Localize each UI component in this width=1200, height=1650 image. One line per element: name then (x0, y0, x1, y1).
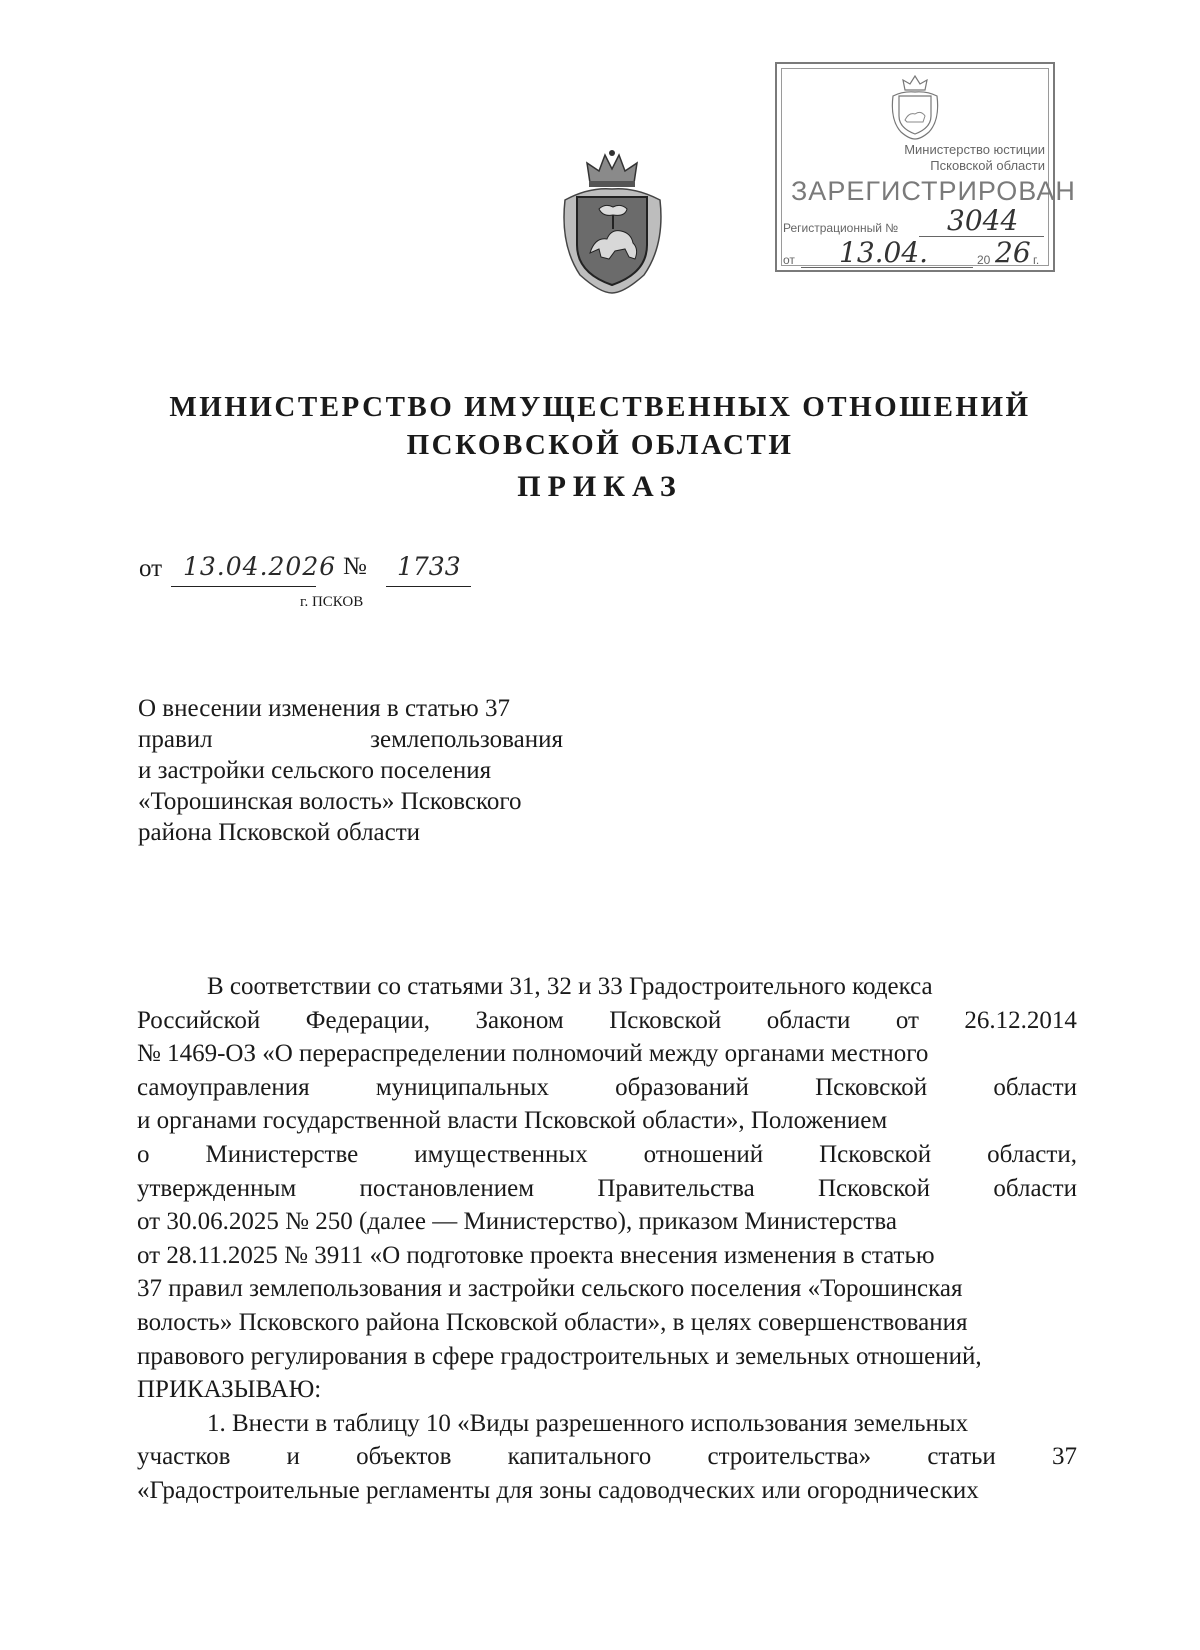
stamp-date: 13.04. (839, 236, 929, 269)
body-word: о (137, 1140, 150, 1168)
coat-of-arms-icon (555, 145, 670, 295)
body-word: Российской (137, 1006, 261, 1034)
order-date-label: от (139, 555, 163, 582)
body-word: капитального (507, 1443, 652, 1471)
body-word: Правительства (597, 1174, 755, 1202)
body-word: области (766, 1006, 851, 1034)
body-word: 37 (1051, 1443, 1077, 1471)
body-word: самоуправления (137, 1073, 310, 1101)
body-word: Псковской (609, 1006, 722, 1034)
body-word: объектов (356, 1443, 452, 1471)
subject-word: правил (138, 726, 213, 753)
body-line: 37 правил землепользования и застройки сельского поселения «Торошинская (137, 1275, 963, 1303)
subject-line (138, 724, 563, 755)
body-word: области, (987, 1140, 1077, 1168)
body-word: Псковской (819, 1140, 932, 1168)
order-number-label: № (343, 553, 367, 580)
stamp-year-suffix: г. (1033, 253, 1040, 267)
stamp-emblem-icon (887, 74, 943, 140)
body-word: утвержденным (137, 1174, 297, 1202)
body-word: области (993, 1073, 1077, 1101)
body-word: имущественных (414, 1140, 588, 1168)
body-line: от 28.11.2025 № 3911 «О подготовке проекта внесения изменения в статью (137, 1241, 935, 1269)
body-line: «Градостроительные регламенты для зоны садоводческих или огороднических (137, 1476, 979, 1504)
ministry-title-line1: МИНИСТЕРСТВО ИМУЩЕСТВЕННЫХ ОТНОШЕНИЙ (169, 391, 1031, 423)
body-word: муниципальных (375, 1073, 549, 1101)
order-number: 1733 (397, 552, 461, 581)
body-line: 1. Внести в таблицу 10 «Виды разрешенного использования земельных (207, 1409, 969, 1437)
body-line (137, 1004, 1077, 1038)
stamp-reg-number: 3044 (947, 204, 1019, 237)
stamp-year: 26 (995, 236, 1031, 269)
stamp-date-prefix: от (783, 253, 795, 267)
subject-line: и застройки сельского поселения (138, 757, 492, 784)
registration-stamp (775, 62, 1076, 272)
body-word: от (895, 1006, 919, 1034)
body-word: Псковской (815, 1073, 928, 1101)
body-word: Федерации, (305, 1006, 431, 1034)
body-line (137, 1440, 1077, 1474)
body-word: 26.12.2014 (964, 1006, 1077, 1034)
body-line (137, 1172, 1077, 1206)
body-line: В соответствии со статьями 31, 32 и 33 Градостроительного кодекса (207, 973, 933, 1000)
ministry-title (0, 388, 1200, 464)
body-line: волость» Псковского района Псковской области», в целях совершенствования (137, 1308, 968, 1336)
body-line (137, 1071, 1077, 1105)
body-word: Министерстве (205, 1140, 359, 1168)
body-word: Законом (475, 1006, 564, 1034)
body-word: области (993, 1174, 1077, 1202)
body-word: отношений (643, 1140, 764, 1168)
ministry-title-line2: ПСКОВСКОЙ ОБЛАСТИ (406, 429, 794, 461)
stamp-ministry (777, 142, 1053, 174)
order-date-line (171, 586, 316, 587)
stamp-reg-number-label: Регистрационный № (783, 221, 899, 235)
body-word: и (286, 1443, 300, 1471)
subject-word: землепользования (370, 726, 563, 753)
body-word: образований (615, 1073, 749, 1101)
stamp-ministry-line2: Псковской области (930, 158, 1045, 173)
subject-line: «Торошинская волость» Псковского (138, 788, 522, 815)
order-subject (138, 693, 563, 848)
stamp-registered-label: ЗАРЕГИСТРИРОВАН (791, 176, 1076, 206)
body-word: строительства» (707, 1443, 872, 1471)
body-line (137, 1138, 1077, 1172)
body-line: № 1469-ОЗ «О перераспределении полномочий между органами местного (137, 1040, 929, 1068)
body-line: и органами государственной власти Псковской области», Положением (137, 1107, 888, 1135)
body-word: статьи (927, 1443, 996, 1471)
order-date: 13.04.2026 (183, 552, 337, 581)
body-line: от 30.06.2025 № 250 (далее — Министерство), приказом Министерства (137, 1208, 897, 1236)
order-body (137, 970, 1077, 1508)
stamp-ministry-line1: Министерство юстиции (904, 142, 1045, 157)
body-word: постановлением (359, 1174, 535, 1202)
order-title: ПРИКАЗ (517, 470, 683, 503)
body-word: участков (137, 1443, 231, 1471)
order-city: г. ПСКОВ (300, 594, 364, 610)
stamp-year-prefix: 20 (977, 253, 991, 267)
body-line: ПРИКАЗЫВАЮ: (137, 1376, 322, 1404)
body-line: правового регулирования в сфере градостроительных и земельных отношений, (137, 1342, 982, 1370)
body-word: Псковской (818, 1174, 931, 1202)
subject-line: района Псковской области (138, 819, 421, 846)
order-number-line (386, 586, 471, 587)
subject-line: О внесении изменения в статью 37 (138, 695, 510, 722)
